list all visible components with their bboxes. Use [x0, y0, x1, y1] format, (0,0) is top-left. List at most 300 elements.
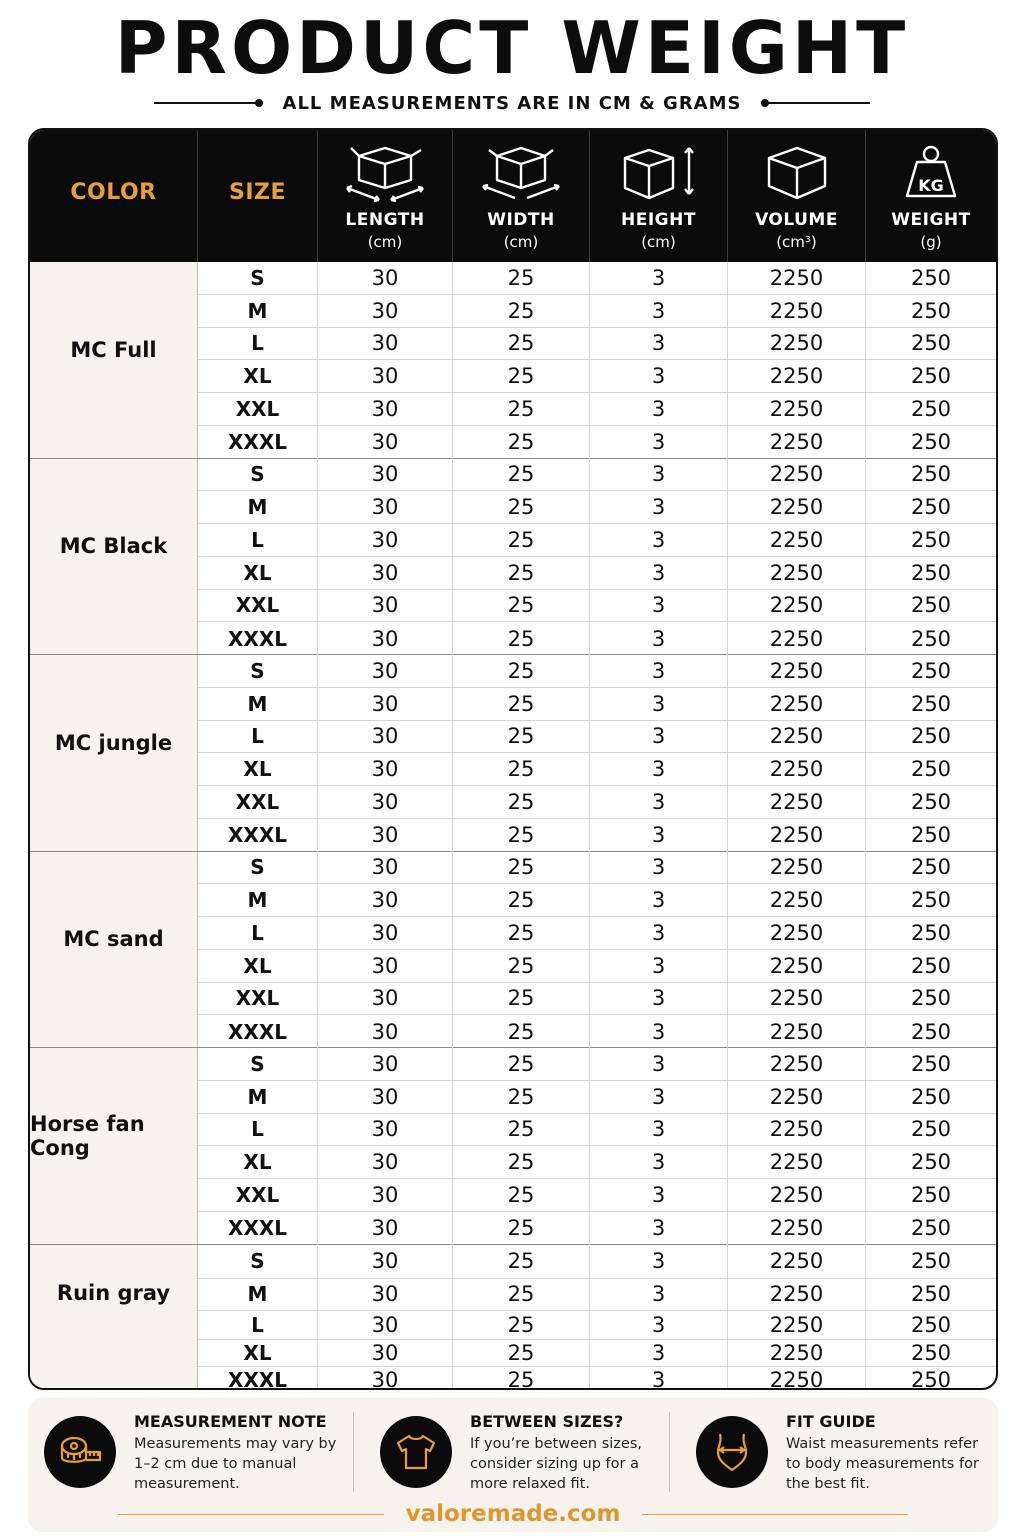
height-cell: 3: [590, 1311, 728, 1339]
table-row: [198, 688, 996, 721]
height-cell: 3: [590, 360, 728, 392]
size-cell: M: [198, 491, 318, 523]
weight-cell: 250: [910, 1368, 952, 1390]
weight-cell: 250: [910, 1019, 952, 1044]
size-cell: S: [198, 1048, 318, 1080]
length-cell: 30: [318, 459, 453, 491]
header-height-unit: (cm): [641, 233, 676, 251]
volume-cell: 2250: [728, 590, 866, 622]
size-cell: M: [198, 688, 318, 720]
header-height: [590, 130, 728, 262]
volume-cell: 2250: [728, 262, 866, 294]
table-row: [198, 1146, 996, 1179]
weight-cell: 250: [910, 1249, 952, 1273]
height-cell: 3: [590, 295, 728, 327]
width-cell: 25: [453, 1146, 590, 1178]
volume-cell: 2250: [728, 1114, 866, 1146]
length-cell: 30: [318, 1146, 453, 1178]
width-cell: 25: [453, 1114, 590, 1146]
volume-cell: 2250: [728, 1245, 866, 1278]
volume-cell: 2250: [728, 1015, 866, 1048]
table-row: [198, 721, 996, 754]
note-divider: [353, 1412, 354, 1492]
width-cell: 25: [453, 1081, 590, 1113]
length-cell: 30: [318, 524, 453, 556]
size-cell: M: [198, 1279, 318, 1310]
width-cell: 25: [453, 917, 590, 949]
header-weight-unit: (g): [920, 233, 942, 251]
color-name-cell: MC jungle: [30, 655, 198, 851]
volume-cell: 2250: [728, 688, 866, 720]
weight-cell: 250: [910, 1117, 952, 1142]
table-row: [198, 1279, 996, 1311]
header-width-label: WIDTH: [487, 210, 555, 230]
length-cell: 30: [318, 983, 453, 1015]
weight-cell: 250: [910, 560, 952, 585]
size-cell: XXXL: [198, 426, 318, 459]
table-row: [198, 328, 996, 361]
header-height-label: HEIGHT: [621, 210, 696, 230]
width-cell: 25: [453, 983, 590, 1015]
size-cell: XXL: [198, 590, 318, 622]
length-cell: 30: [318, 1015, 453, 1048]
weight-cell: 250: [910, 1340, 952, 1365]
height-cell: 3: [590, 1340, 728, 1366]
table-row: [198, 524, 996, 557]
width-cell: 25: [453, 262, 590, 294]
note-fit-guide: [696, 1408, 996, 1498]
volume-cell: 2250: [728, 557, 866, 589]
table-row: [198, 1245, 996, 1279]
subtitle-row: [154, 90, 870, 116]
height-cell: 3: [590, 1179, 728, 1211]
volume-cell: 2250: [728, 917, 866, 949]
weight-cell: 250: [910, 462, 952, 487]
weight-cell: 250: [910, 757, 952, 782]
height-cell: 3: [590, 884, 728, 916]
header-volume: [728, 130, 866, 262]
size-cell: L: [198, 721, 318, 753]
size-cell: L: [198, 328, 318, 360]
width-cell: 25: [453, 1311, 590, 1339]
header-weight: [866, 130, 996, 262]
width-cell: 25: [453, 328, 590, 360]
header-width-unit: (cm): [503, 233, 539, 251]
header-color-label: COLOR: [70, 180, 157, 205]
color-name-cell: MC Full: [30, 262, 198, 458]
length-cell: 30: [318, 393, 453, 425]
size-cell: S: [198, 655, 318, 687]
note-measurement: [44, 1408, 364, 1498]
table-row: [198, 1367, 996, 1391]
height-cell: 3: [590, 1081, 728, 1113]
width-cell: 25: [453, 1367, 590, 1391]
width-cell: 25: [453, 459, 590, 491]
height-cell: 3: [590, 753, 728, 785]
size-cell: S: [198, 459, 318, 491]
size-cell: S: [198, 852, 318, 884]
length-cell: 30: [318, 1340, 453, 1366]
measuring-tape-icon: [44, 1416, 116, 1488]
height-cell: 3: [590, 950, 728, 982]
table-row: [198, 753, 996, 786]
height-cell: 3: [590, 655, 728, 687]
header-length: [318, 130, 453, 262]
header-width: [453, 130, 590, 262]
size-cell: S: [198, 1245, 318, 1278]
volume-cell: 2250: [728, 655, 866, 687]
length-cell: 30: [318, 360, 453, 392]
table-row: [198, 295, 996, 328]
weight-cell: 250: [910, 1051, 952, 1076]
width-cell: 25: [453, 426, 590, 459]
header-size-label: SIZE: [228, 180, 286, 205]
weight-cell: 250: [910, 1312, 952, 1337]
length-cell: 30: [318, 721, 453, 753]
table-row: [198, 262, 996, 295]
size-cell: XL: [198, 950, 318, 982]
header-volume-unit: (cm³): [776, 233, 817, 251]
height-cell: 3: [590, 721, 728, 753]
volume-cell: 2250: [728, 1179, 866, 1211]
size-cell: XXXL: [198, 622, 318, 655]
width-cell: 25: [453, 557, 590, 589]
color-name-cell: Ruin gray: [30, 1245, 198, 1391]
website-link[interactable]: valoremade.com: [405, 1501, 621, 1527]
size-cell: XXXL: [198, 1367, 318, 1391]
table-header: [30, 130, 996, 262]
length-cell: 30: [318, 786, 453, 818]
size-cell: L: [198, 917, 318, 949]
weight-cell: 250: [910, 1150, 952, 1175]
cube-icon: [755, 142, 839, 208]
size-cell: M: [198, 295, 318, 327]
table-row: [198, 1015, 996, 1048]
table-row: [198, 459, 996, 492]
kg-label: KG: [918, 176, 944, 195]
volume-cell: 2250: [728, 1340, 866, 1366]
weight-cell: 250: [910, 396, 952, 421]
volume-cell: 2250: [728, 786, 866, 818]
volume-cell: 2250: [728, 983, 866, 1015]
width-cell: 25: [453, 688, 590, 720]
weight-cell: 250: [910, 888, 952, 913]
table-row: [198, 884, 996, 917]
length-cell: 30: [318, 328, 453, 360]
width-cell: 25: [453, 1015, 590, 1048]
table-row: [198, 590, 996, 623]
weight-cell: 250: [910, 724, 952, 749]
subtitle: ALL MEASUREMENTS ARE IN CM & GRAMS: [282, 92, 742, 114]
height-cell: 3: [590, 688, 728, 720]
note-measurement-text: Measurements may vary by 1–2 cm due to manual measurement.: [134, 1436, 337, 1492]
website-rule-right: [642, 1514, 908, 1515]
website-row: [118, 1498, 908, 1530]
width-cell: 25: [453, 393, 590, 425]
color-group: [30, 852, 996, 1049]
width-cell: 25: [453, 721, 590, 753]
header-volume-label: VOLUME: [755, 210, 838, 230]
weight-cell: 250: [910, 527, 952, 552]
length-cell: 30: [318, 1048, 453, 1080]
box-length-icon: [343, 142, 427, 208]
length-cell: 30: [318, 426, 453, 459]
width-cell: 25: [453, 655, 590, 687]
width-cell: 25: [453, 884, 590, 916]
size-cell: M: [198, 884, 318, 916]
height-cell: 3: [590, 1212, 728, 1245]
weight-cell: 250: [910, 1084, 952, 1109]
weight-cell: 250: [910, 789, 952, 814]
length-cell: 30: [318, 1245, 453, 1278]
volume-cell: 2250: [728, 1146, 866, 1178]
volume-cell: 2250: [728, 1081, 866, 1113]
subtitle-rule-left: [154, 102, 263, 104]
width-cell: 25: [453, 360, 590, 392]
length-cell: 30: [318, 688, 453, 720]
header-weight-label: WEIGHT: [891, 210, 971, 230]
height-cell: 3: [590, 1245, 728, 1278]
volume-cell: 2250: [728, 1212, 866, 1245]
height-cell: 3: [590, 917, 728, 949]
size-cell: XXXL: [198, 1015, 318, 1048]
weight-cell: 250: [910, 691, 952, 716]
volume-cell: 2250: [728, 622, 866, 655]
volume-cell: 2250: [728, 426, 866, 459]
table-row: [198, 557, 996, 590]
volume-cell: 2250: [728, 753, 866, 785]
width-cell: 25: [453, 786, 590, 818]
table-row: [198, 360, 996, 393]
height-cell: 3: [590, 262, 728, 294]
length-cell: 30: [318, 1367, 453, 1391]
volume-cell: 2250: [728, 491, 866, 523]
height-cell: 3: [590, 852, 728, 884]
height-cell: 3: [590, 459, 728, 491]
width-cell: 25: [453, 753, 590, 785]
length-cell: 30: [318, 1179, 453, 1211]
table-row: [198, 950, 996, 983]
size-cell: XL: [198, 557, 318, 589]
note-divider: [669, 1412, 670, 1492]
length-cell: 30: [318, 262, 453, 294]
width-cell: 25: [453, 1245, 590, 1278]
size-cell: XXL: [198, 393, 318, 425]
table-row: [198, 1048, 996, 1081]
length-cell: 30: [318, 819, 453, 852]
volume-cell: 2250: [728, 1048, 866, 1080]
width-cell: 25: [453, 590, 590, 622]
note-fit-guide-text: Waist measurements refer to body measurements for the best fit.: [786, 1436, 979, 1492]
width-cell: 25: [453, 622, 590, 655]
tshirt-icon: [380, 1416, 452, 1488]
table-row: [198, 393, 996, 426]
note-fit-guide-title: FIT GUIDE: [786, 1412, 876, 1431]
height-cell: 3: [590, 1146, 728, 1178]
length-cell: 30: [318, 1081, 453, 1113]
size-cell: XXL: [198, 786, 318, 818]
weight-cell: 250: [910, 495, 952, 520]
size-cell: L: [198, 524, 318, 556]
width-cell: 25: [453, 1340, 590, 1366]
table-row: [198, 917, 996, 950]
header-length-label: LENGTH: [345, 210, 425, 230]
height-cell: 3: [590, 557, 728, 589]
width-cell: 25: [453, 1279, 590, 1310]
weight-cell: 250: [910, 920, 952, 945]
height-cell: 3: [590, 1279, 728, 1310]
size-cell: XXL: [198, 1179, 318, 1211]
length-cell: 30: [318, 852, 453, 884]
volume-cell: 2250: [728, 1367, 866, 1391]
note-between-sizes-title: BETWEEN SIZES?: [470, 1412, 624, 1431]
table-row: [198, 1340, 996, 1367]
color-name-cell: MC Black: [30, 459, 198, 655]
table-row: [198, 655, 996, 688]
size-cell: XXXL: [198, 819, 318, 852]
color-group: [30, 262, 996, 459]
height-cell: 3: [590, 622, 728, 655]
length-cell: 30: [318, 491, 453, 523]
volume-cell: 2250: [728, 524, 866, 556]
color-name-cell: Horse fan Cong: [30, 1048, 198, 1244]
table-row: [198, 426, 996, 459]
header-color: [30, 130, 198, 262]
height-cell: 3: [590, 1048, 728, 1080]
width-cell: 25: [453, 524, 590, 556]
volume-cell: 2250: [728, 1279, 866, 1310]
width-cell: 25: [453, 819, 590, 852]
product-weight-table: [28, 128, 998, 1390]
page-title: PRODUCT WEIGHT: [114, 6, 910, 90]
header-size: [198, 130, 318, 262]
weight-cell: 250: [910, 430, 952, 455]
table-row: [198, 491, 996, 524]
width-cell: 25: [453, 1048, 590, 1080]
weight-cell: 250: [910, 1216, 952, 1241]
length-cell: 30: [318, 295, 453, 327]
weight-cell: 250: [910, 658, 952, 683]
weight-cell: 250: [910, 1282, 952, 1306]
color-group: [30, 1245, 996, 1391]
color-group: [30, 459, 996, 656]
color-group: [30, 655, 996, 852]
table-row: [198, 1311, 996, 1340]
height-cell: 3: [590, 1367, 728, 1391]
size-cell: S: [198, 262, 318, 294]
length-cell: 30: [318, 753, 453, 785]
height-cell: 3: [590, 426, 728, 459]
length-cell: 30: [318, 950, 453, 982]
size-cell: L: [198, 1311, 318, 1339]
note-between-sizes-text: If you’re between sizes, consider sizing up for a more relaxed fit.: [470, 1436, 643, 1492]
width-cell: 25: [453, 852, 590, 884]
weight-cell: 250: [910, 855, 952, 880]
table-row: [198, 622, 996, 655]
width-cell: 25: [453, 950, 590, 982]
footer-notes: [28, 1398, 998, 1532]
width-cell: 25: [453, 491, 590, 523]
box-height-icon: [617, 142, 701, 208]
volume-cell: 2250: [728, 459, 866, 491]
volume-cell: 2250: [728, 328, 866, 360]
length-cell: 30: [318, 1212, 453, 1245]
weight-cell: 250: [910, 331, 952, 356]
width-cell: 25: [453, 1212, 590, 1245]
table-row: [198, 819, 996, 852]
volume-cell: 2250: [728, 950, 866, 982]
table-row: [198, 1114, 996, 1147]
note-measurement-title: MEASUREMENT NOTE: [134, 1412, 327, 1431]
table-row: [198, 983, 996, 1016]
volume-cell: 2250: [728, 721, 866, 753]
color-group: [30, 1048, 996, 1245]
weight-cell: 250: [910, 364, 952, 389]
weight-cell: 250: [910, 593, 952, 618]
height-cell: 3: [590, 1114, 728, 1146]
height-cell: 3: [590, 590, 728, 622]
color-name-cell: MC sand: [30, 852, 198, 1048]
table-row: [198, 1081, 996, 1114]
box-width-icon: [479, 142, 563, 208]
header-length-unit: (cm): [367, 233, 403, 251]
website-rule-left: [118, 1514, 384, 1515]
waist-icon: [696, 1416, 768, 1488]
length-cell: 30: [318, 1311, 453, 1339]
volume-cell: 2250: [728, 852, 866, 884]
width-cell: 25: [453, 295, 590, 327]
volume-cell: 2250: [728, 819, 866, 852]
weight-cell: 250: [910, 265, 952, 290]
volume-cell: 2250: [728, 884, 866, 916]
subtitle-rule-right: [761, 102, 870, 104]
height-cell: 3: [590, 393, 728, 425]
table-row: [198, 786, 996, 819]
length-cell: 30: [318, 655, 453, 687]
height-cell: 3: [590, 819, 728, 852]
volume-cell: 2250: [728, 360, 866, 392]
length-cell: 30: [318, 884, 453, 916]
length-cell: 30: [318, 622, 453, 655]
height-cell: 3: [590, 983, 728, 1015]
size-cell: XL: [198, 360, 318, 392]
length-cell: 30: [318, 1114, 453, 1146]
size-cell: M: [198, 1081, 318, 1113]
height-cell: 3: [590, 1015, 728, 1048]
length-cell: 30: [318, 590, 453, 622]
note-between-sizes: [380, 1408, 680, 1498]
volume-cell: 2250: [728, 295, 866, 327]
table-row: [198, 1179, 996, 1212]
weight-cell: 250: [910, 1182, 952, 1207]
weight-cell: 250: [910, 626, 952, 651]
width-cell: 25: [453, 1179, 590, 1211]
size-cell: XL: [198, 753, 318, 785]
weight-cell: 250: [910, 953, 952, 978]
table-row: [198, 852, 996, 885]
size-cell: XXL: [198, 983, 318, 1015]
weight-cell: 250: [910, 986, 952, 1011]
weight-cell: 250: [910, 823, 952, 848]
table-row: [198, 1212, 996, 1245]
size-cell: XL: [198, 1146, 318, 1178]
weight-cell: 250: [910, 298, 952, 323]
length-cell: 30: [318, 917, 453, 949]
volume-cell: 2250: [728, 393, 866, 425]
volume-cell: 2250: [728, 1311, 866, 1339]
height-cell: 3: [590, 524, 728, 556]
length-cell: 30: [318, 1279, 453, 1310]
